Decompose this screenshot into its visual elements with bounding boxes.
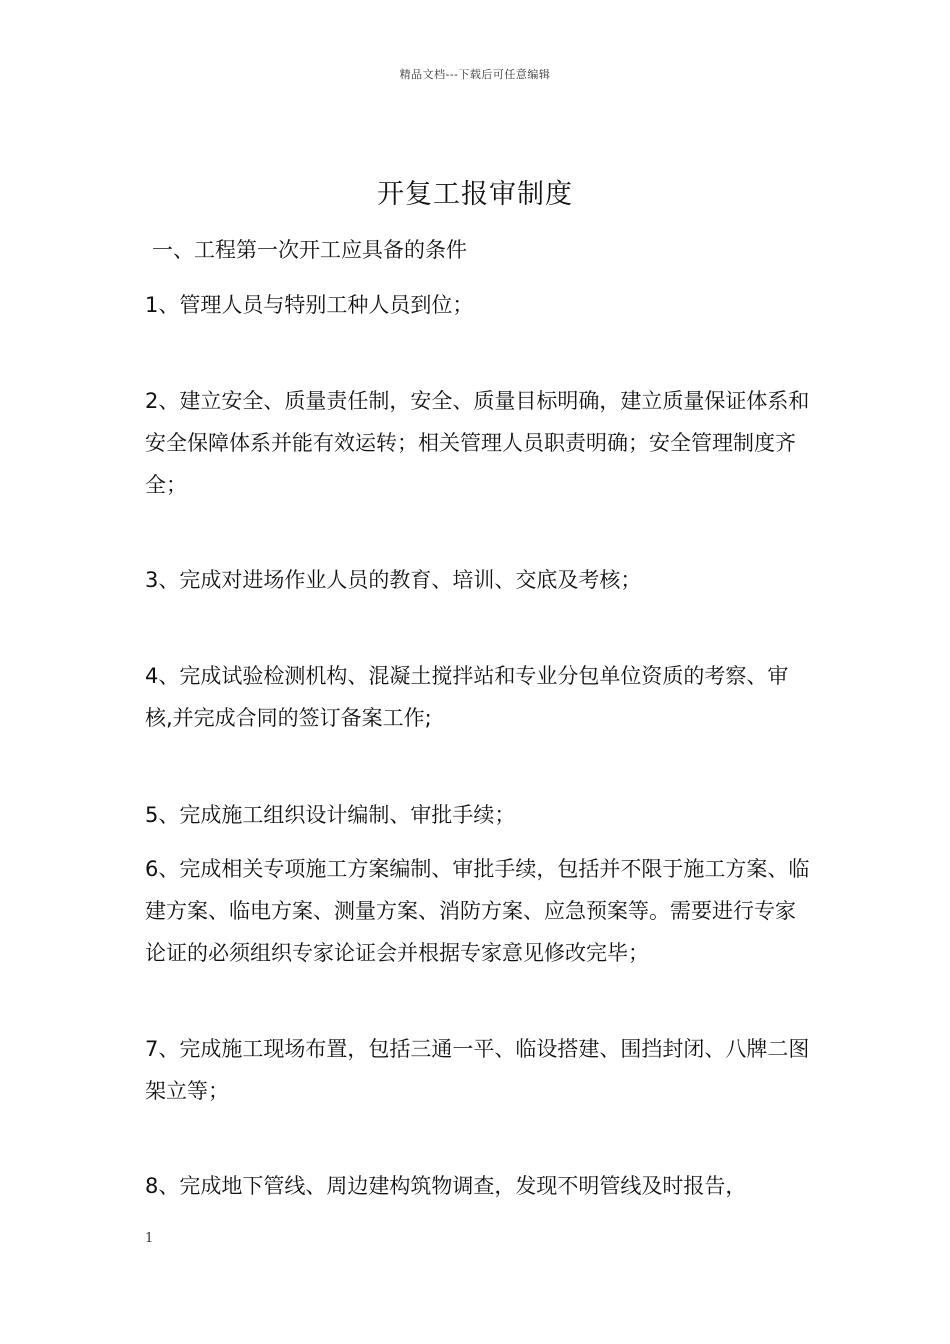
list-item-6: 6、完成相关专项施工方案编制、审批手续，包括并不限于施工方案、临建方案、临电方案、测量方案、消防方案、应急预案等。需要进行专家论证的必须组织专家论证会并根据专家意见修改完毕； <box>145 857 810 965</box>
list-item-5: 5、完成施工组织设计编制、审批手续； <box>145 803 516 827</box>
list-item-3: 3、完成对进场作业人员的教育、培训、交底及考核； <box>145 568 642 592</box>
page-header: 精品文档---下载后可任意编辑 <box>399 68 551 81</box>
list-item-2: 2、建立安全、质量责任制，安全、质量目标明确，建立质量保证体系和安全保障体系并能有效运转；相关管理人员职责明确；安全管理制度齐全； <box>145 389 810 497</box>
list-item-4: 4、完成试验检测机构、混凝土搅拌站和专业分包单位资质的考察、审核,并完成合同的签订备案工作; <box>145 664 789 730</box>
document-title: 开复工报审制度 <box>377 179 573 210</box>
list-item-1: 1、管理人员与特别工种人员到位； <box>145 293 474 317</box>
page-number: 1 <box>145 1231 154 1246</box>
list-item-7: 7、完成施工现场布置，包括三通一平、临设搭建、围挡封闭、八牌二图架立等； <box>145 1037 810 1103</box>
list-item-8: 8、完成地下管线、周边建构筑物调查，发现不明管线及时报告， <box>145 1174 747 1198</box>
section-heading: 一、工程第一次开工应具备的条件 <box>152 238 467 262</box>
